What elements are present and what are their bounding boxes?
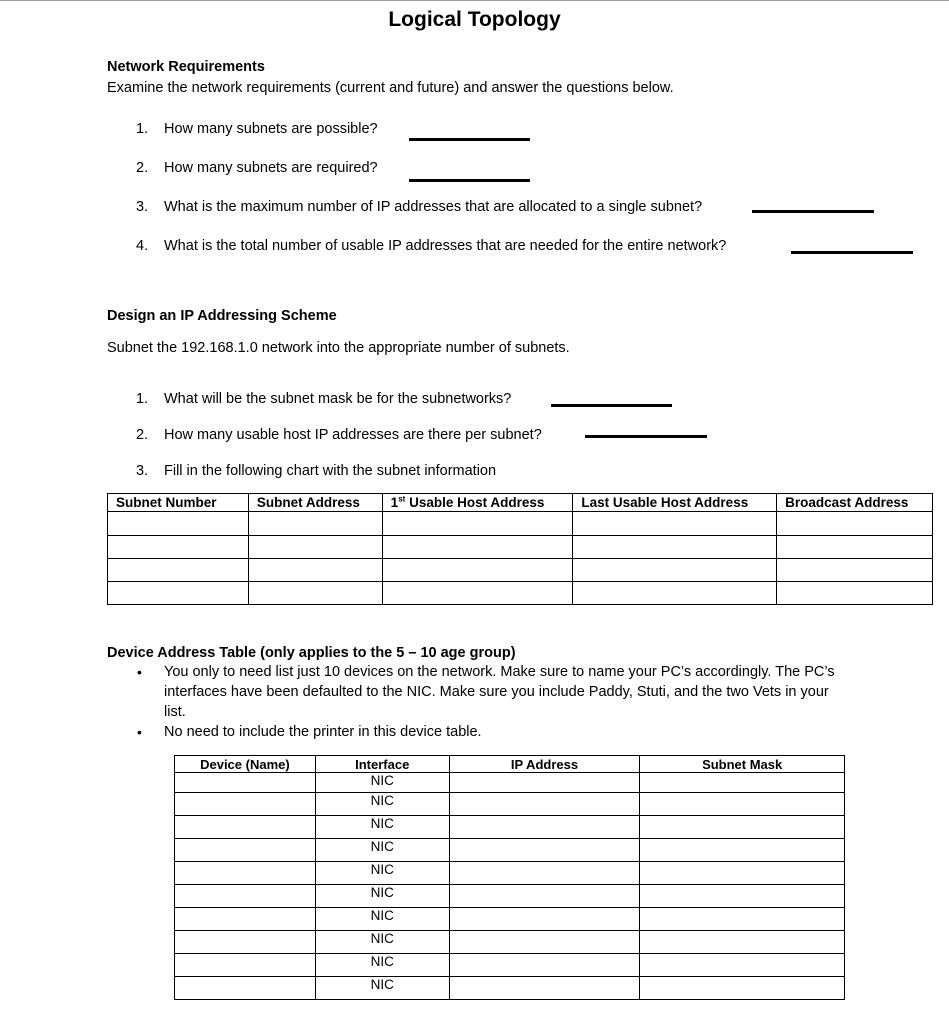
first-host-num: 1 [390,495,399,510]
bullet-icon: • [137,664,142,680]
nr-answer-1-blank[interactable] [409,138,530,141]
network-requirements-intro: Examine the network requirements (current and future) and answer the questions below. [107,80,674,96]
subnet-mask-cell[interactable] [640,773,845,793]
device-name-cell[interactable] [175,954,316,977]
nr-question-4: What is the total number of usable IP addresses that are needed for the entire network? [164,238,727,254]
device-name-cell[interactable] [175,839,316,862]
subnet-cell[interactable] [108,559,249,582]
ip-question-2: How many usable host IP addresses are there per subnet? [164,427,542,443]
interface-cell: NIC [315,862,449,885]
table-row [108,559,933,582]
device-bullet-1-line-1: You only to need list just 10 devices on the network. Make sure to name your PC’s accordingly. The PC’s [164,664,835,680]
device-bullet-1-line-3: list. [164,704,186,720]
nr-answer-3-blank[interactable] [752,210,874,213]
subnet-mask-cell[interactable] [640,816,845,839]
table-row [175,773,845,793]
device-name-cell[interactable] [175,816,316,839]
interface-cell: NIC [315,931,449,954]
interface-cell: NIC [315,773,449,793]
subnet-mask-cell[interactable] [640,977,845,1000]
subnet-cell[interactable] [108,582,249,605]
nr-question-1: How many subnets are possible? [164,121,378,137]
table-row [175,862,845,885]
table-row [175,954,845,977]
device-name-cell[interactable] [175,931,316,954]
subnet-cell[interactable] [573,559,777,582]
device-name-cell[interactable] [175,977,316,1000]
table-row [108,512,933,536]
subnet-cell[interactable] [777,582,933,605]
subnet-mask-cell[interactable] [640,793,845,816]
table-row [175,793,845,816]
subnet-cell[interactable] [573,536,777,559]
subnet-cell[interactable] [248,582,382,605]
ip-question-3-number: 3. [136,463,149,479]
ip-address-cell[interactable] [449,977,640,1000]
subnet-cell[interactable] [382,582,573,605]
network-requirements-heading: Network Requirements [107,59,265,75]
device-name-cell[interactable] [175,773,316,793]
ip-scheme-intro: Subnet the 192.168.1.0 network into the appropriate number of subnets. [107,340,570,356]
table-row [175,885,845,908]
ip-question-3: Fill in the following chart with the subnet information [164,463,497,479]
device-address-table [174,755,845,1000]
ip-address-cell[interactable] [449,931,640,954]
interface-cell: NIC [315,816,449,839]
nr-question-3-number: 3. [136,199,149,215]
subnet-mask-cell[interactable] [640,931,845,954]
subnet-cell[interactable] [777,559,933,582]
ip-address-cell[interactable] [449,908,640,931]
subnet-cell[interactable] [248,512,382,536]
ip-address-cell[interactable] [449,793,640,816]
nr-question-4-number: 4. [136,238,149,254]
interface-cell: NIC [315,954,449,977]
table-row [108,582,933,605]
subnet-cell[interactable] [777,536,933,559]
subnet-cell[interactable] [248,559,382,582]
ip-answer-2-blank[interactable] [585,435,707,438]
ip-answer-1-blank[interactable] [551,404,672,407]
interface-cell: NIC [315,839,449,862]
header-subnet-address: Subnet Address [248,494,382,512]
subnet-cell[interactable] [777,512,933,536]
header-ip-address: IP Address [449,756,640,773]
ip-address-cell[interactable] [449,862,640,885]
ip-address-cell[interactable] [449,839,640,862]
table-row [175,839,845,862]
header-first-usable-host [382,494,573,512]
header-broadcast-address: Broadcast Address [777,494,933,512]
device-table-header [175,756,845,773]
table-row [175,816,845,839]
interface-cell: NIC [315,885,449,908]
header-device-name: Device (Name) [175,756,316,773]
interface-cell: NIC [315,908,449,931]
bullet-icon: • [137,724,142,740]
table-row [108,536,933,559]
table-row [175,977,845,1000]
device-bullet-2: No need to include the printer in this device table. [164,724,482,740]
subnet-cell[interactable] [573,512,777,536]
device-name-cell[interactable] [175,793,316,816]
table-row [175,908,845,931]
device-table-heading: Device Address Table (only applies to the 5 – 10 age group) [107,645,516,661]
first-host-rest: Usable Host Address [405,495,545,510]
subnet-cell[interactable] [382,559,573,582]
subnet-mask-cell[interactable] [640,839,845,862]
header-last-usable-host: Last Usable Host Address [573,494,777,512]
subnet-mask-cell[interactable] [640,954,845,977]
nr-question-2-number: 2. [136,160,149,176]
ip-question-1: What will be the subnet mask be for the subnetworks? [164,391,512,407]
ip-question-2-number: 2. [136,427,149,443]
subnet-mask-cell[interactable] [640,862,845,885]
ip-scheme-heading: Design an IP Addressing Scheme [107,308,337,324]
interface-cell: NIC [315,793,449,816]
nr-question-2: How many subnets are required? [164,160,378,176]
header-interface: Interface [315,756,449,773]
nr-question-3: What is the maximum number of IP addresses that are allocated to a single subnet? [164,199,703,215]
page-title: Logical Topology [388,8,561,31]
device-name-cell[interactable] [175,885,316,908]
nr-question-1-number: 1. [136,121,149,137]
table-row [175,931,845,954]
subnet-table [107,493,933,605]
subnet-cell[interactable] [573,582,777,605]
subnet-table-header [108,494,933,512]
ip-address-cell[interactable] [449,773,640,793]
header-subnet-number: Subnet Number [108,494,249,512]
nr-answer-2-blank[interactable] [409,179,530,182]
device-bullet-1-line-2: interfaces have been defaulted to the NIC. Make sure you include Paddy, Stuti, and the two Vets in your [164,684,829,700]
subnet-mask-cell[interactable] [640,908,845,931]
ip-address-cell[interactable] [449,816,640,839]
ip-address-cell[interactable] [449,954,640,977]
ip-question-1-number: 1. [136,391,149,407]
interface-cell: NIC [315,977,449,1000]
subnet-cell[interactable] [108,536,249,559]
device-name-cell[interactable] [175,908,316,931]
subnet-cell[interactable] [108,512,249,536]
subnet-cell[interactable] [382,512,573,536]
nr-answer-4-blank[interactable] [791,251,913,254]
first-host-sup: st [398,494,406,504]
subnet-cell[interactable] [382,536,573,559]
top-border-line [0,0,949,1]
header-subnet-mask: Subnet Mask [640,756,845,773]
subnet-mask-cell[interactable] [640,885,845,908]
ip-address-cell[interactable] [449,885,640,908]
subnet-cell[interactable] [248,536,382,559]
device-name-cell[interactable] [175,862,316,885]
